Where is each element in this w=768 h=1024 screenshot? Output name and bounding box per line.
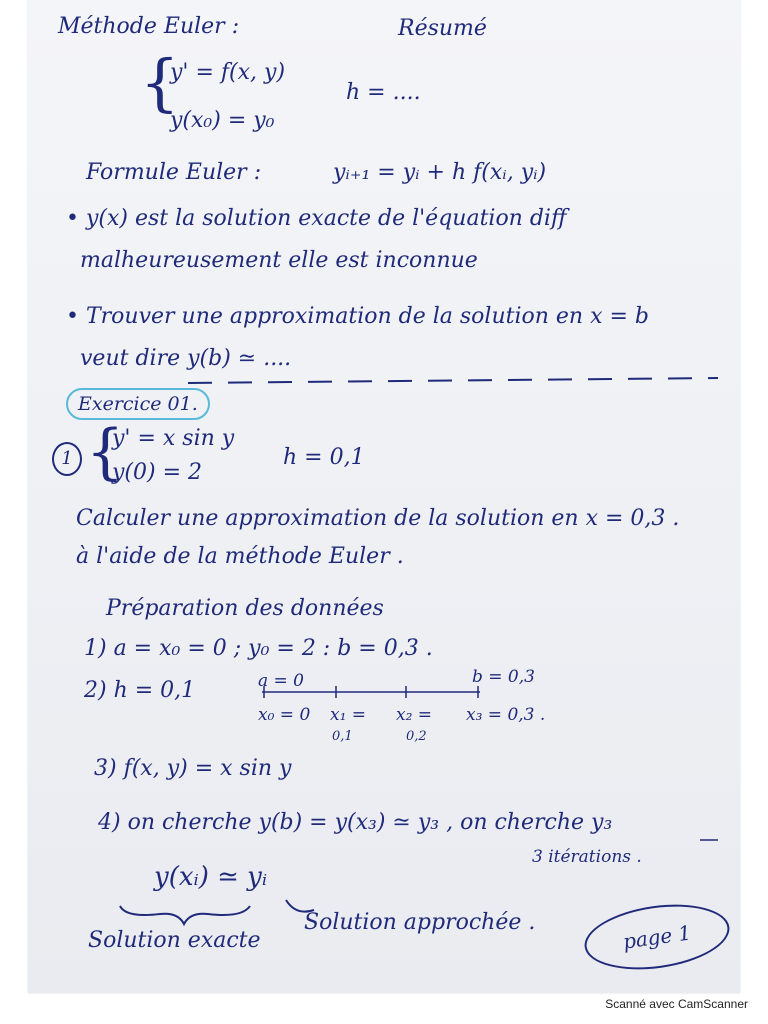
exercise-statement-2: à l'aide de la méthode Euler . [76, 544, 404, 569]
exercise-brace: { [86, 417, 125, 487]
preparation-item-2: 2) h = 0,1 [84, 678, 196, 703]
exercise-statement-1: Calculer une approximation de la solution en x = 0,3 . [76, 506, 680, 531]
label-exact-solution: Solution exacte [88, 928, 261, 953]
number-line-x2-value: 0,2 [406, 729, 427, 744]
footer-scanner-label: Scanné avec CamScanner [605, 997, 748, 1011]
note-unknown: malheureusement elle est inconnue [80, 248, 478, 273]
preparation-item-3: 3) f(x, y) = x sin y [94, 756, 292, 781]
exercise-title: Exercice 01. [66, 388, 210, 420]
system-eq1: y' = f(x, y) [170, 60, 286, 85]
number-line-x1-value: 0,1 [332, 729, 353, 744]
number-line-a-label: a = 0 [258, 671, 305, 691]
number-line-x1: x₁ = [330, 705, 367, 725]
preparation-iterations: 3 itérations . [532, 847, 642, 867]
number-line-b-label: b = 0,3 [472, 667, 535, 687]
exercise-eq1: y' = x sin y [112, 426, 235, 451]
note-exact-solution: • y(x) est la solution exacte de l'équation diff [66, 206, 567, 231]
title-methode-euler: Méthode Euler : [58, 14, 240, 39]
number-line-x0: x₀ = 0 [258, 705, 311, 725]
handwritten-strokes [28, 0, 740, 993]
formula-expression: yᵢ₊₁ = yᵢ + h f(xᵢ, yᵢ) [333, 160, 547, 185]
note-find-approx: • Trouver une approximation de la solution en x = b [66, 304, 649, 329]
exercise-eq2: y(0) = 2 [112, 460, 203, 485]
formula-label: Formule Euler : [86, 160, 262, 185]
exercise-h: h = 0,1 [283, 445, 365, 470]
note-means: veut dire y(b) ≃ .... [80, 346, 292, 371]
number-line-x3: x₃ = 0,3 . [466, 705, 546, 725]
exact-underbrace [120, 906, 250, 924]
preparation-title: Préparation des données [106, 596, 384, 621]
system-h: h = .... [346, 80, 421, 105]
number-line-x2: x₂ = [396, 705, 433, 725]
system-brace: { [140, 46, 180, 119]
preparation-item-1: 1) a = x₀ = 0 ; y₀ = 2 : b = 0,3 . [84, 636, 433, 661]
system-eq2: y(x₀) = y₀ [170, 108, 275, 133]
scanned-page [28, 0, 740, 993]
title-resume: Résumé [398, 16, 487, 41]
exercise-number: 1 [52, 442, 82, 476]
preparation-item-4: 4) on cherche y(b) = y(x₃) ≃ y₃ , on cherche y₃ [98, 810, 613, 835]
separator-dashes [188, 378, 718, 383]
bottom-expression: y(xᵢ) ≃ yᵢ [154, 862, 268, 892]
label-approx-solution: Solution approchée . [304, 910, 536, 935]
page-number: page 1 [580, 896, 733, 978]
approx-hook [286, 900, 314, 912]
